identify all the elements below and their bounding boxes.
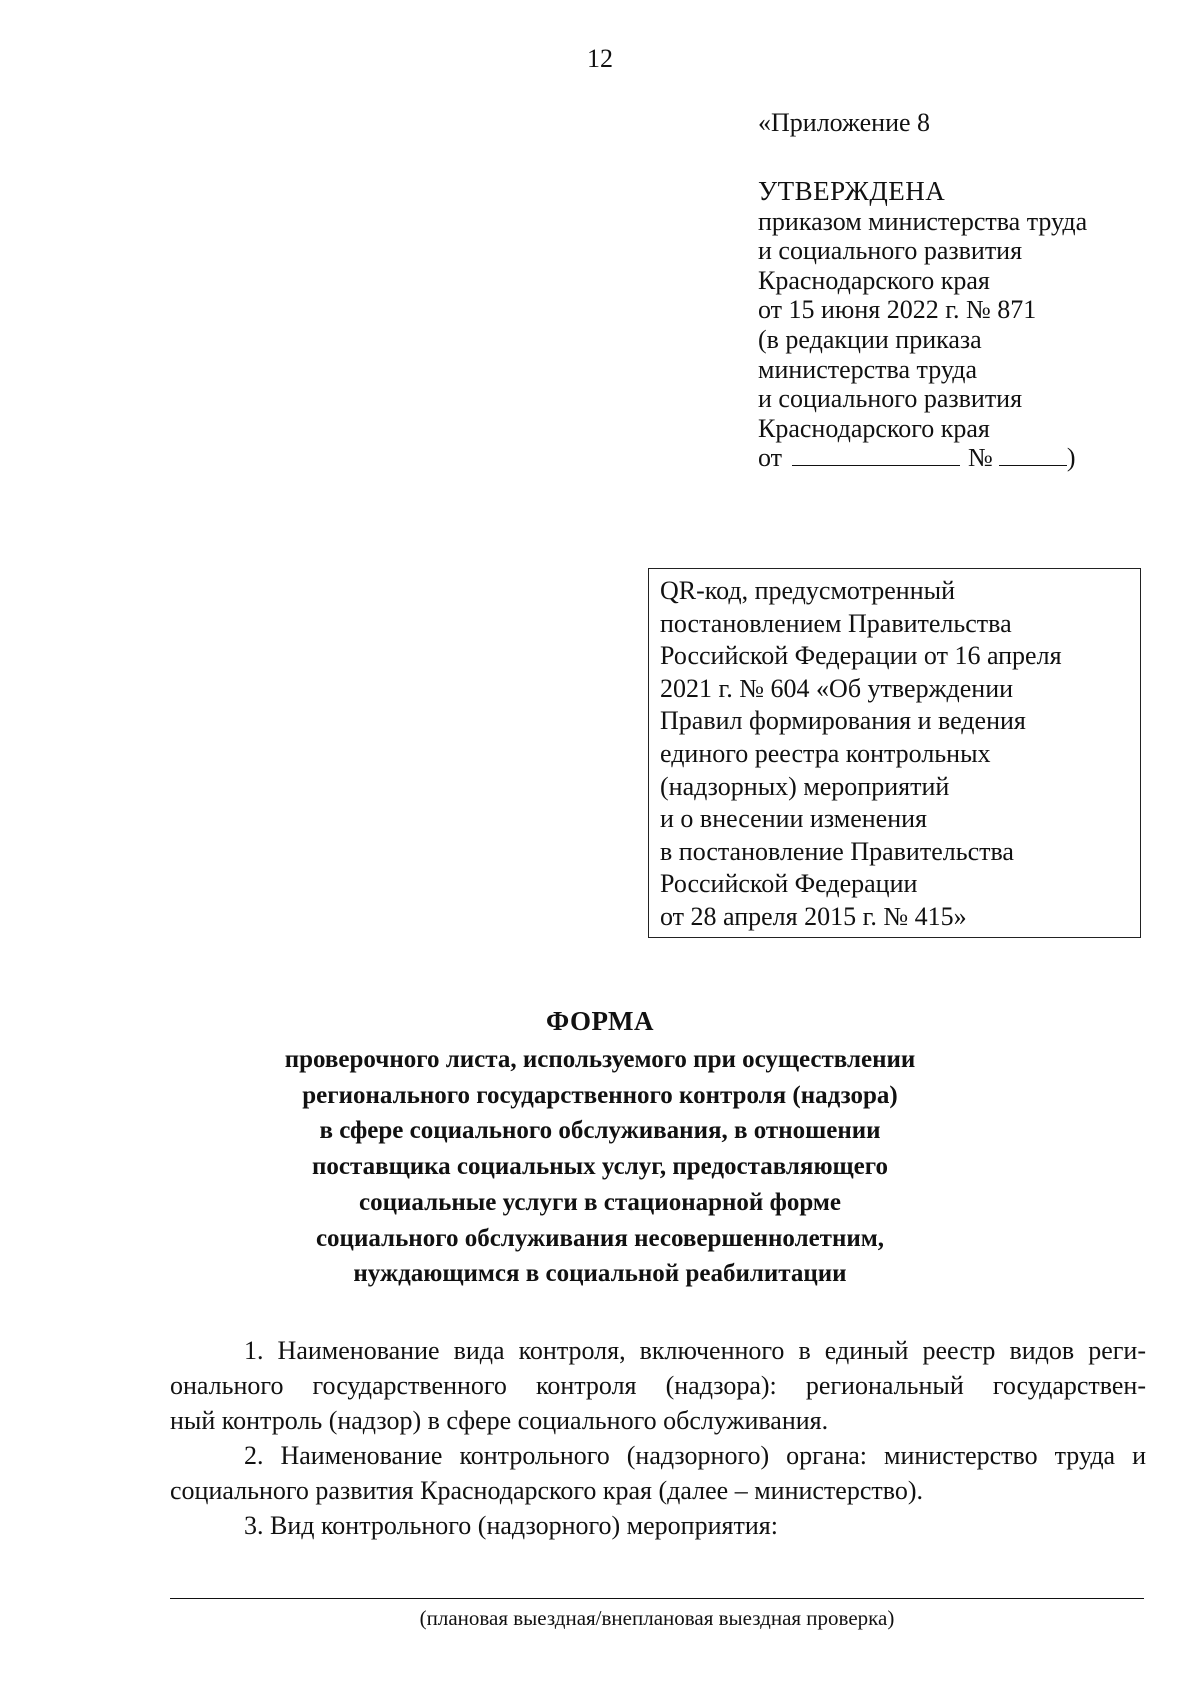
- item-line: ный контроль (надзор) в сфере социального обслуживания.: [170, 1406, 829, 1435]
- form-subtitle-line: регионального государственного контроля (надзора): [302, 1081, 898, 1109]
- approval-line: и социального развития: [758, 236, 1023, 266]
- form-title: ФОРМА: [546, 1006, 654, 1036]
- form-items: [170, 1333, 1146, 1543]
- appendix-label: «Приложение 8: [758, 108, 931, 137]
- form-subtitle-line: социального обслуживания несовершеннолетним,: [315, 1224, 885, 1252]
- qr-box-line: в постановление Правительства: [660, 836, 1014, 866]
- date-blank: [792, 443, 960, 466]
- number-sign: №: [968, 443, 993, 473]
- approval-line: министерства труда: [758, 354, 977, 384]
- qr-box-line: QR-код, предусмотренный: [660, 576, 955, 605]
- item-line: 2. Наименование контрольного (надзорного) органа: министерство труда и: [244, 1441, 1146, 1470]
- item-line: онального государственного контроля (надзора): региональный государствен-: [170, 1371, 1146, 1400]
- form-subtitle-line: нуждающимся в социальной реабилитации: [353, 1260, 847, 1288]
- form-subtitle: [0, 1042, 1200, 1292]
- approval-line: Краснодарского края: [758, 265, 990, 295]
- closing-paren: ): [1066, 443, 1076, 473]
- item-line: 1. Наименование вида контроля, включенного в единый реестр видов реги-: [244, 1336, 1146, 1365]
- qr-box-line: и о внесении изменения: [660, 804, 927, 834]
- form-subtitle-line: социальные услуги в стационарной форме: [358, 1188, 842, 1216]
- page-number: 12: [587, 44, 613, 73]
- approval-line: Краснодарского края: [758, 413, 990, 443]
- inspection-type-caption: (плановая выездная/внеплановая выездная проверка): [419, 1606, 895, 1630]
- inspection-type-fill-line: [170, 1598, 1144, 1599]
- item-line: 3. Вид контрольного (надзорного) мероприятия:: [244, 1511, 778, 1540]
- approval-line: от 15 июня 2022 г. № 871: [758, 295, 1037, 325]
- number-blank: [999, 443, 1067, 466]
- approval-line: и социального развития: [758, 384, 1023, 414]
- qr-box-line: от 28 апреля 2015 г. № 415»: [660, 901, 967, 931]
- form-subtitle-line: в сфере социального обслуживания, в отношении: [319, 1117, 881, 1145]
- qr-code-box: [648, 568, 1141, 938]
- qr-box-line: 2021 г. № 604 «Об утверждении: [660, 673, 1014, 703]
- approval-heading: УТВЕРЖДЕНА: [758, 176, 946, 206]
- qr-box-line: Правил формирования и ведения: [660, 706, 1026, 736]
- item-line: социального развития Краснодарского края (далее – министерство).: [170, 1476, 923, 1505]
- item-inspection-kind: [170, 1508, 1146, 1543]
- qr-box-line: (надзорных) мероприятий: [660, 771, 950, 801]
- qr-box-line: постановлением Правительства: [660, 608, 1012, 638]
- approval-line: приказом министерства труда: [758, 206, 1088, 236]
- item-control-body: [170, 1438, 1146, 1508]
- qr-box-line: Российской Федерации: [660, 869, 918, 899]
- item-control-type: [170, 1333, 1146, 1438]
- approval-date-line: [758, 443, 1087, 473]
- approval-line: (в редакции приказа: [758, 324, 982, 354]
- qr-box-line: единого реестра контрольных: [660, 738, 991, 768]
- approval-block: [758, 177, 1087, 473]
- form-subtitle-line: поставщика социальных услуг, предоставляющего: [312, 1153, 888, 1181]
- date-prefix: от: [758, 443, 783, 473]
- qr-box-line: Российской Федерации от 16 апреля: [660, 641, 1062, 671]
- form-subtitle-line: проверочного листа, используемого при осуществлении: [284, 1046, 916, 1073]
